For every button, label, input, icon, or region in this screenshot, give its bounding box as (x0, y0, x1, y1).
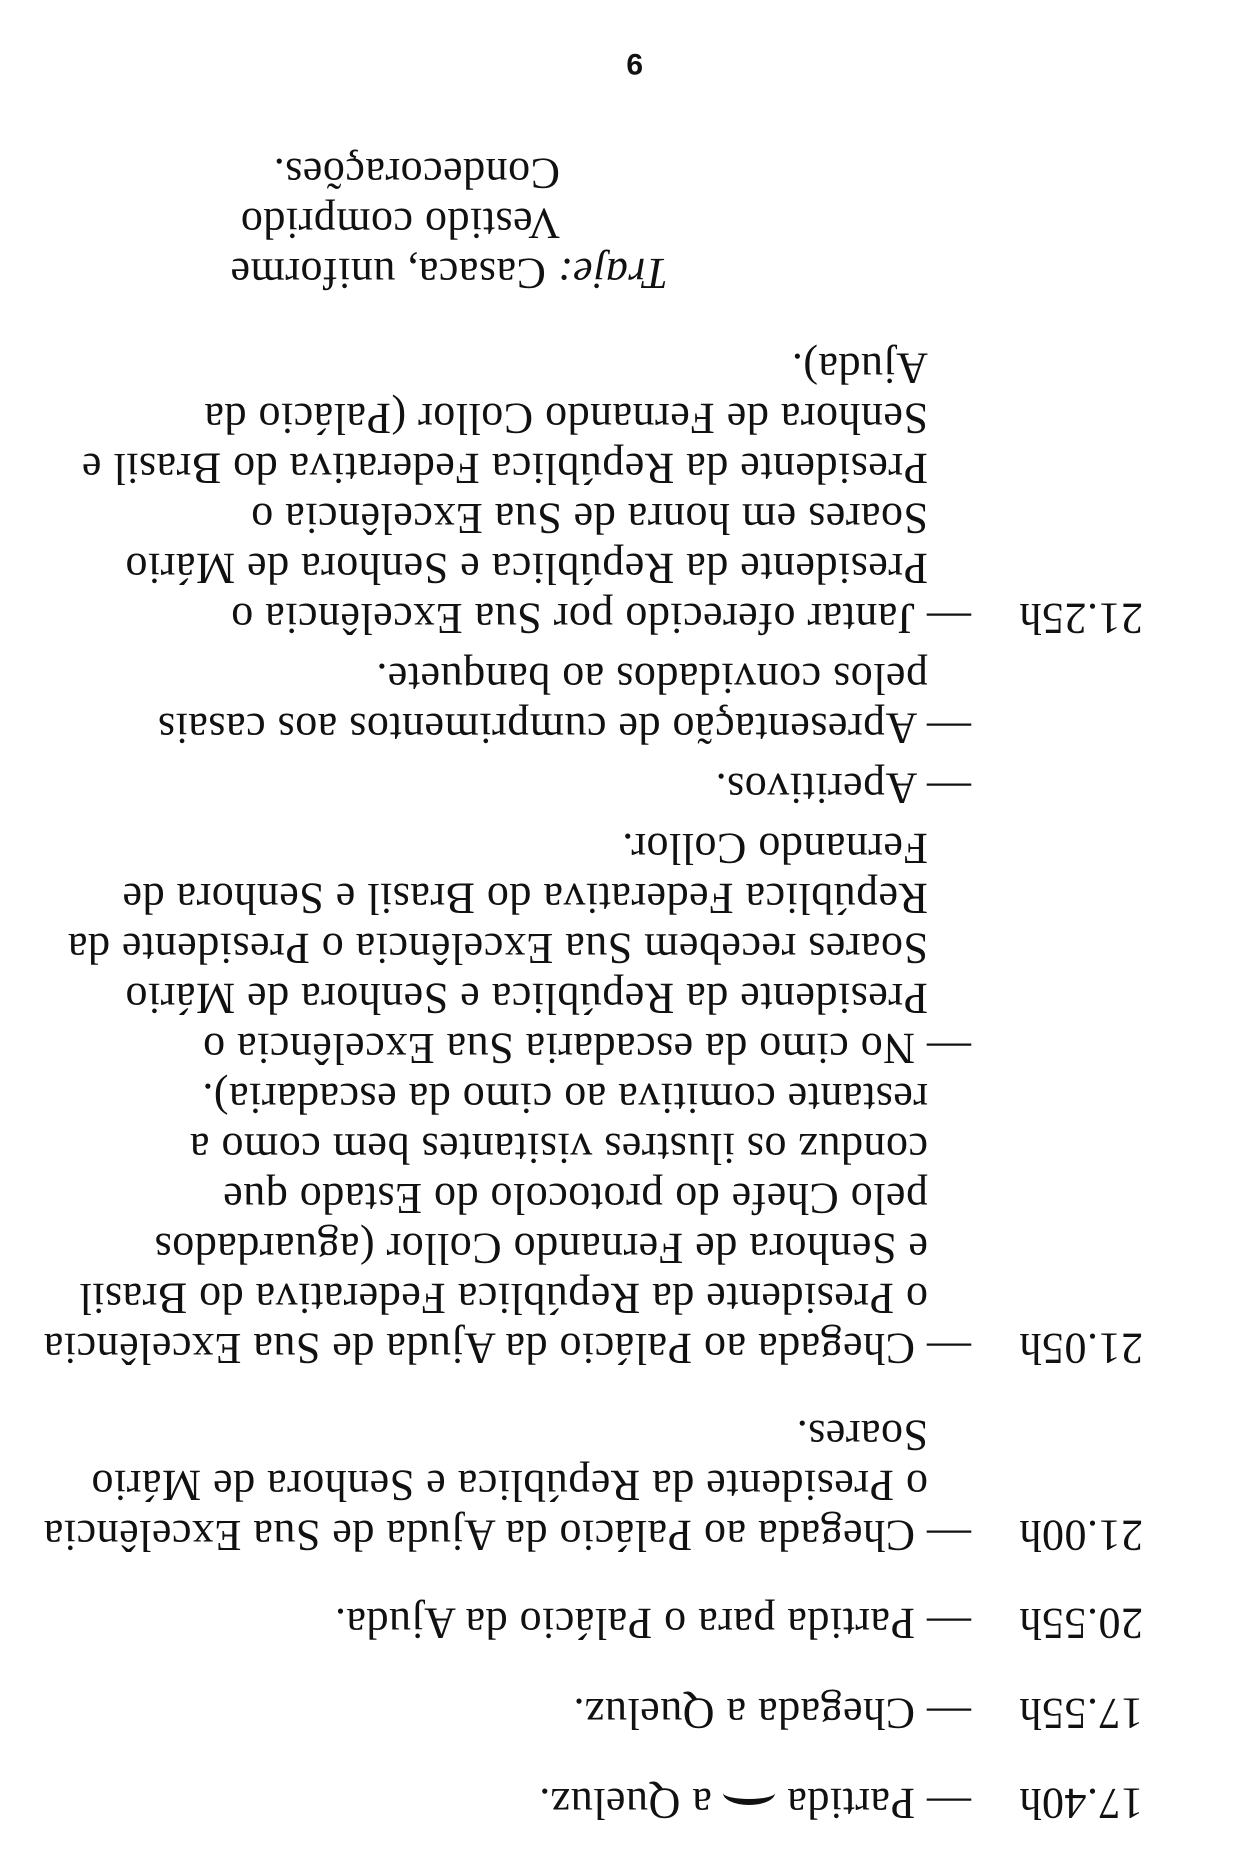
entry-2105-line-2: o Presidente da República Federativa do Brasil (79, 1274, 928, 1323)
entry-2125-line-2: Presidente da República e Senhora de Mário (125, 544, 928, 593)
time-2105: 21.05h (1019, 1324, 1143, 1373)
dress-code-item-1: Casaca, uniforme (230, 249, 546, 298)
entry-2125-line-4: Presidente da República Federativa do Brasil e (81, 444, 928, 493)
entry-2105-line-5: conduz os ilustres visitantes bem como a (189, 1124, 928, 1173)
page-number: 9 (626, 47, 643, 80)
entry-1740-text-before: — Partida (786, 1779, 971, 1828)
entry-escadaria-line-5: Fernando Collor. (621, 824, 928, 873)
dress-code-label: Traje: (557, 249, 668, 298)
entry-2105-line-1: — Chegada ao Palácio da Ajuda de Sua Excelência (43, 1324, 971, 1373)
entry-escadaria-line-3: Soares recebem Sua Excelência o Presidente da (67, 924, 928, 973)
entry-2105-line-4: pelo Chefe do protocolo do Estado que (222, 1174, 928, 1223)
entry-2105-line-3: e Senhora de Fernando Collor (aguardados (154, 1224, 928, 1273)
entry-2125-line-5: Senhora de Fernando Collor (Palácio da (203, 394, 928, 443)
entry-2125-line-6: Ajuda). (791, 344, 928, 393)
entry-1740 (538, 1779, 971, 1828)
entry-aperitivos: — Aperitivos. (715, 764, 971, 813)
ink-smudge-mark (723, 1781, 775, 1805)
entry-2100-line-1: — Chegada ao Palácio da Ajuda de Sua Excelência (43, 1511, 971, 1560)
entry-escadaria-line-1: — No cimo da escadaria Sua Excelência o (202, 1024, 971, 1073)
time-1740: 17.40h (1019, 1779, 1143, 1828)
entry-2055: — Partida para o Palácio da Ajuda. (334, 1599, 971, 1648)
time-1755: 17.55h (1019, 1689, 1143, 1738)
entry-2100-line-2: o Presidente da República e Senhora de Mário (91, 1461, 928, 1510)
time-2100: 21.00h (1019, 1511, 1143, 1560)
dress-code-line-2: Vestido comprido (240, 199, 560, 248)
time-2055: 20.55h (1019, 1599, 1143, 1648)
entry-1740-text-after: a Queluz. (538, 1779, 712, 1828)
entry-2125-line-1: — Jantar oferecido por Sua Excelência o (230, 594, 971, 643)
entry-2105-line-6: restante comitiva ao cimo da escadaria). (201, 1074, 928, 1123)
entry-2125-line-3: Soares em honra de Sua Excelência o (250, 494, 928, 543)
dress-code-line-3: Condecorações. (273, 149, 560, 198)
time-2125: 21.25h (1019, 594, 1143, 643)
entry-2100-line-3: Soares. (796, 1411, 928, 1460)
entry-cumprimentos-line-1: — Apresentação de cumprimentos aos casais (157, 704, 971, 753)
entry-1755: — Chegada a Queluz. (572, 1689, 971, 1738)
entry-escadaria-line-4: República Federativa do Brasil e Senhora de (122, 874, 928, 923)
entry-cumprimentos-line-2: pelos convidados ao banquete. (375, 654, 928, 703)
dress-code-line-1 (230, 249, 668, 298)
entry-escadaria-line-2: Presidente da República e Senhora de Mário (125, 974, 928, 1023)
